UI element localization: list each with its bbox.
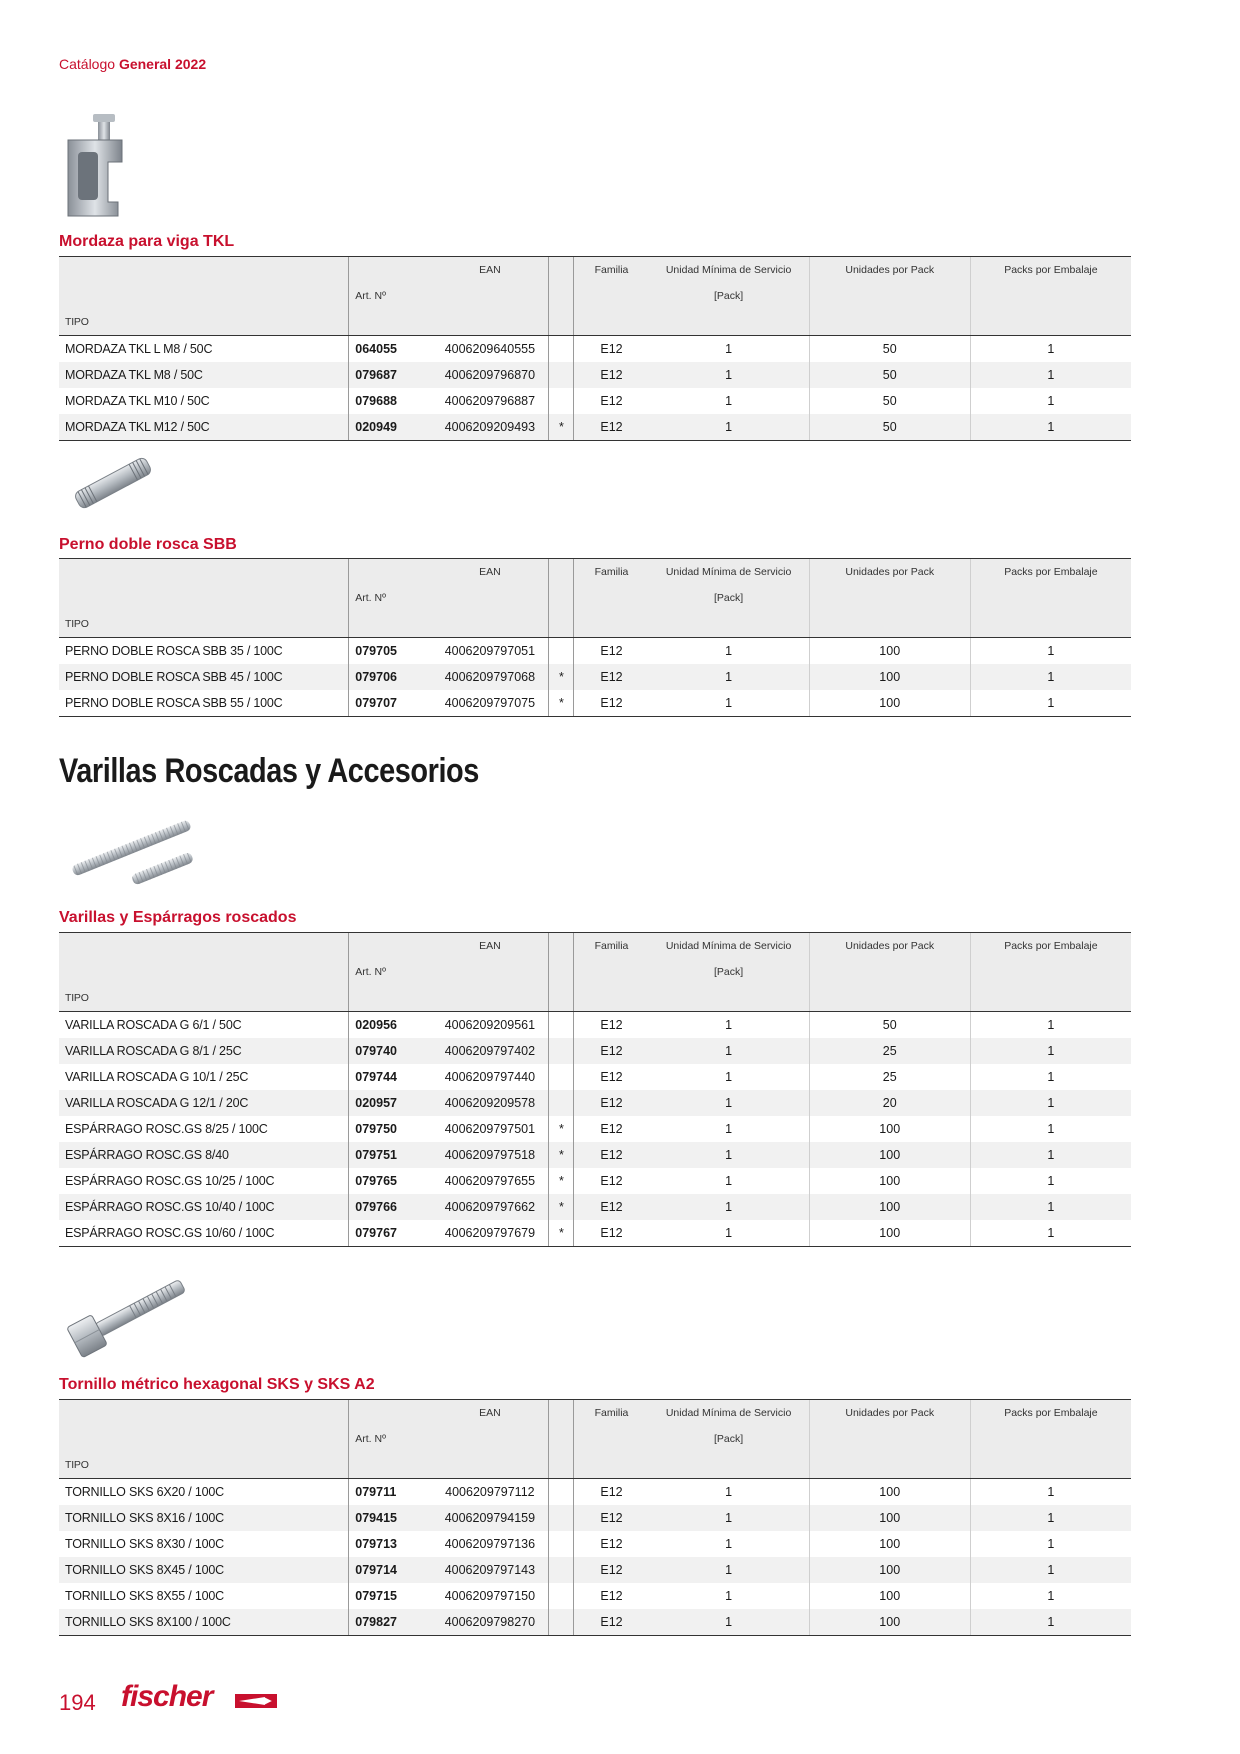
cell-art-no: 079705: [349, 638, 432, 665]
cell-packs-emb: 1: [970, 1116, 1131, 1142]
table-row: [59, 1220, 1131, 1247]
table-row: [59, 690, 1131, 717]
cell-tipo: VARILLA ROSCADA G 12/1 / 20C: [59, 1090, 349, 1116]
cell-unidad-min: 1: [725, 1174, 733, 1188]
table-row: [59, 1194, 1131, 1220]
cell-unidades-pack: 100: [809, 1116, 970, 1142]
cell-unidad-min: 1: [725, 1070, 733, 1084]
cell-packs-emb: 1: [970, 336, 1131, 363]
table-row: [59, 1116, 1131, 1142]
cell-tipo: TORNILLO SKS 6X20 / 100C: [65, 1485, 224, 1499]
cell-art-no: 079715: [349, 1583, 432, 1609]
cell-art-no: 079750: [349, 1116, 432, 1142]
cell-art-no: 079827: [349, 1609, 432, 1636]
cell-note: [549, 1531, 574, 1557]
table-row: [59, 1142, 1131, 1168]
header-pack: [Pack]: [649, 1426, 810, 1452]
table-header-row: [59, 933, 1131, 960]
cell-familia: E12: [574, 1479, 649, 1506]
table-body: [59, 336, 1131, 441]
table-header-row: [59, 309, 1131, 336]
cell-unidades-pack: 100: [809, 1194, 970, 1220]
cell-packs-emb: 1: [970, 1142, 1131, 1168]
cell-tipo: MORDAZA TKL M10 / 50C: [65, 394, 210, 408]
header-unidades-pack: Unidades por Pack: [809, 1400, 970, 1427]
cell-packs-emb: 1: [970, 1505, 1131, 1531]
cell-ean: 4006209797068: [431, 664, 549, 690]
cell-note: *: [549, 1116, 574, 1142]
cell-art-no: 079688: [349, 388, 432, 414]
cell-unidad-min: 1: [649, 1038, 810, 1064]
cell-unidad-min: 1: [725, 1018, 733, 1032]
cell-art-no: 079766: [349, 1194, 432, 1220]
cell-ean: 4006209798270: [431, 1609, 549, 1636]
table-header-row: [59, 1426, 1131, 1452]
table-header-row: [59, 283, 1131, 309]
table-row: [59, 1557, 1131, 1583]
header-unidad-min: Unidad Mínima de Servicio: [649, 559, 810, 586]
cell-unidad-min: 1: [649, 1090, 810, 1116]
cell-unidades-pack: 50: [809, 362, 970, 388]
section-title-varillas: Varillas y Espárragos roscados: [59, 909, 297, 926]
header-art: Art. Nº: [349, 1426, 432, 1452]
table-tornillo: [59, 1399, 1131, 1636]
cell-tipo: TORNILLO SKS 8X30 / 100C: [65, 1537, 224, 1551]
cell-familia: E12: [574, 1012, 649, 1039]
cell-tipo: ESPÁRRAGO ROSC.GS 10/60 / 100C: [59, 1220, 349, 1247]
table-row: [59, 1531, 1131, 1557]
header-art: Art. Nº: [349, 283, 432, 309]
cell-packs-emb: 1: [970, 1194, 1131, 1220]
table-body: [59, 638, 1131, 717]
page-number: 194: [59, 1690, 96, 1715]
header-familia: Familia: [574, 933, 649, 960]
cell-art-no: 079767: [349, 1220, 432, 1247]
cell-packs-emb: 1: [970, 414, 1131, 441]
cell-ean: 4006209209578: [431, 1090, 549, 1116]
table-header-row: [59, 985, 1131, 1012]
header-unidad-min: Unidad Mínima de Servicio: [649, 933, 810, 960]
cell-ean: 4006209797143: [431, 1557, 549, 1583]
cell-art-no: 020949: [349, 414, 432, 441]
table-row: [59, 1168, 1131, 1194]
table-body: [59, 1479, 1131, 1636]
header-tipo: TIPO: [59, 309, 349, 336]
cell-art-no: 079714: [349, 1557, 432, 1583]
cell-art-no: 020956: [349, 1012, 432, 1039]
cell-unidades-pack: 100: [809, 1531, 970, 1557]
cell-tipo: VARILLA ROSCADA G 8/1 / 25C: [59, 1038, 349, 1064]
cell-packs-emb: 1: [970, 1583, 1131, 1609]
cell-ean: 4006209797112: [445, 1485, 535, 1499]
section-title-mordaza: Mordaza para viga TKL: [59, 233, 235, 250]
cell-unidad-min: 1: [649, 1557, 810, 1583]
cell-ean: 4006209797440: [444, 1070, 536, 1084]
cell-packs-emb: 1: [970, 664, 1131, 690]
header-unidades-pack: Unidades por Pack: [809, 559, 970, 586]
header-ean: EAN: [431, 559, 549, 586]
cell-unidades-pack: 100: [809, 1168, 970, 1194]
cell-packs-emb: 1: [970, 1064, 1131, 1090]
cell-familia: E12: [574, 664, 649, 690]
cell-familia: E12: [574, 1168, 649, 1194]
cell-familia: E12: [574, 638, 649, 665]
cell-unidades-pack: 50: [809, 388, 970, 414]
cell-note: [549, 1479, 574, 1506]
cell-art-no: 079707: [349, 690, 432, 717]
cell-note: [549, 1505, 574, 1531]
cell-familia: E12: [574, 1220, 649, 1247]
cell-note: [549, 638, 574, 665]
cell-unidad-min: 1: [725, 1122, 733, 1136]
cell-unidad-min: 1: [725, 1589, 733, 1603]
cell-unidades-pack: 100: [809, 1557, 970, 1583]
table-header-row: [59, 559, 1131, 586]
cell-tipo: PERNO DOBLE ROSCA SBB 45 / 100C: [59, 664, 349, 690]
cell-unidades-pack: 50: [809, 1012, 970, 1039]
cell-unidades-pack: 100: [809, 1609, 970, 1636]
cell-note: *: [549, 1168, 574, 1194]
cell-familia: E12: [574, 1194, 649, 1220]
header-pack: [Pack]: [649, 959, 810, 985]
header-art: Art. Nº: [349, 959, 432, 985]
header-unidades-pack: Unidades por Pack: [809, 933, 970, 960]
header-ean: EAN: [431, 257, 549, 284]
cell-tipo: MORDAZA TKL M12 / 50C: [59, 414, 349, 441]
cell-note: [549, 388, 574, 414]
cell-familia: E12: [574, 1531, 649, 1557]
cell-unidades-pack: 100: [809, 1505, 970, 1531]
header-packs-emb: Packs por Embalaje: [970, 257, 1131, 284]
header-packs-emb: Packs por Embalaje: [970, 559, 1131, 586]
cell-tipo: PERNO DOBLE ROSCA SBB 55 / 100C: [59, 690, 349, 717]
cell-unidad-min: 1: [649, 1142, 810, 1168]
cell-art-no: 079687: [349, 362, 432, 388]
cell-art-no: 020957: [349, 1090, 432, 1116]
cell-familia: E12: [574, 414, 649, 441]
cell-packs-emb: 1: [970, 1557, 1131, 1583]
header-tipo: TIPO: [59, 611, 349, 638]
cell-familia: E12: [574, 388, 649, 414]
table-row: [59, 1038, 1131, 1064]
brand-mark-icon: [235, 1692, 277, 1710]
table-row: [59, 638, 1131, 665]
cell-familia: E12: [574, 1038, 649, 1064]
cell-ean: 4006209796887: [444, 394, 536, 408]
cell-packs-emb: 1: [970, 1531, 1131, 1557]
catalog-header: [59, 56, 206, 72]
table-body: [59, 1012, 1131, 1247]
table-header-row: [59, 1400, 1131, 1427]
cell-packs-emb: 1: [970, 1479, 1131, 1506]
cell-unidad-min: 1: [725, 342, 733, 356]
cell-art-no: 079740: [349, 1038, 432, 1064]
header-tipo: TIPO: [59, 985, 349, 1012]
header-familia: Familia: [574, 257, 649, 284]
cell-packs-emb: 1: [970, 1012, 1131, 1039]
cell-packs-emb: 1: [970, 638, 1131, 665]
cell-unidades-pack: 100: [809, 638, 970, 665]
cell-unidades-pack: 20: [809, 1090, 970, 1116]
cell-note: [549, 1012, 574, 1039]
header-packs-emb: Packs por Embalaje: [970, 933, 1131, 960]
section-title-perno: Perno doble rosca SBB: [59, 536, 237, 553]
table-row: [59, 1505, 1131, 1531]
table-header-row: [59, 585, 1131, 611]
cell-ean: 4006209797075: [431, 690, 549, 717]
cell-unidades-pack: 25: [809, 1064, 970, 1090]
cell-unidad-min: 1: [725, 1537, 733, 1551]
cell-note: *: [549, 1194, 574, 1220]
cell-tipo: TORNILLO SKS 8X45 / 100C: [59, 1557, 349, 1583]
cell-packs-emb: 1: [970, 1220, 1131, 1247]
cell-familia: E12: [574, 336, 649, 363]
cell-familia: E12: [574, 1064, 649, 1090]
header-pack: [Pack]: [649, 283, 810, 309]
cell-packs-emb: 1: [970, 690, 1131, 717]
table-header-row: [59, 611, 1131, 638]
cell-packs-emb: 1: [970, 1090, 1131, 1116]
cell-unidad-min: 1: [725, 1485, 733, 1499]
table-header-row: [59, 257, 1131, 284]
cell-note: [549, 1557, 574, 1583]
table-row: [59, 664, 1131, 690]
cell-ean: 4006209797662: [431, 1194, 549, 1220]
cell-tipo: VARILLA ROSCADA G 6/1 / 50C: [65, 1018, 242, 1032]
cell-note: [549, 1038, 574, 1064]
cell-familia: E12: [574, 1609, 649, 1636]
cell-note: *: [549, 414, 574, 441]
cell-unidades-pack: 100: [809, 690, 970, 717]
header-unidad-min: Unidad Mínima de Servicio: [649, 257, 810, 284]
cell-unidades-pack: 100: [809, 1479, 970, 1506]
cell-note: [549, 1583, 574, 1609]
cell-note: [549, 1090, 574, 1116]
cell-unidad-min: 1: [649, 1609, 810, 1636]
cell-packs-emb: 1: [970, 388, 1131, 414]
table-row: [59, 336, 1131, 363]
cell-ean: 4006209209493: [431, 414, 549, 441]
cell-art-no: 079751: [349, 1142, 432, 1168]
section-title-tornillo: Tornillo métrico hexagonal SKS y SKS A2: [59, 1376, 375, 1393]
cell-packs-emb: 1: [970, 1038, 1131, 1064]
cell-tipo: ESPÁRRAGO ROSC.GS 8/40: [59, 1142, 349, 1168]
table-perno: [59, 558, 1131, 717]
cell-ean: 4006209797051: [444, 644, 536, 658]
cell-ean: 4006209797679: [431, 1220, 549, 1247]
cell-ean: 4006209797402: [431, 1038, 549, 1064]
cell-familia: E12: [574, 1557, 649, 1583]
cell-ean: 4006209797136: [444, 1537, 536, 1551]
cell-familia: E12: [574, 1505, 649, 1531]
cell-unidades-pack: 100: [809, 1142, 970, 1168]
cell-note: *: [549, 1220, 574, 1247]
cell-packs-emb: 1: [970, 362, 1131, 388]
cell-ean: 4006209794159: [431, 1505, 549, 1531]
cell-familia: E12: [574, 1583, 649, 1609]
cell-unidad-min: 1: [649, 1505, 810, 1531]
header-packs-emb: Packs por Embalaje: [970, 1400, 1131, 1427]
cell-unidades-pack: 100: [809, 664, 970, 690]
table-header-row: [59, 959, 1131, 985]
table-row: [59, 1583, 1131, 1609]
cell-tipo: MORDAZA TKL M8 / 50C: [59, 362, 349, 388]
cell-unidades-pack: 100: [809, 1220, 970, 1247]
cell-unidad-min: 1: [725, 394, 733, 408]
header-art: Art. Nº: [349, 585, 432, 611]
cell-tipo: TORNILLO SKS 8X16 / 100C: [59, 1505, 349, 1531]
cell-unidades-pack: 100: [809, 1583, 970, 1609]
cell-note: [549, 362, 574, 388]
cell-familia: E12: [574, 362, 649, 388]
cell-tipo: MORDAZA TKL L M8 / 50C: [65, 342, 213, 356]
cell-familia: E12: [574, 690, 649, 717]
cell-note: *: [549, 1142, 574, 1168]
cell-tipo: ESPÁRRAGO ROSC.GS 10/40 / 100C: [59, 1194, 349, 1220]
header-unidad-min: Unidad Mínima de Servicio: [649, 1400, 810, 1427]
table-mordaza: [59, 256, 1131, 441]
cell-unidades-pack: 50: [809, 414, 970, 441]
table-varillas: [59, 932, 1131, 1247]
cell-ean: 4006209797150: [444, 1589, 536, 1603]
table-row: [59, 414, 1131, 441]
cell-packs-emb: 1: [970, 1168, 1131, 1194]
cell-unidad-min: 1: [649, 690, 810, 717]
cell-tipo: TORNILLO SKS 8X100 / 100C: [59, 1609, 349, 1636]
cell-unidad-min: 1: [649, 362, 810, 388]
cell-familia: E12: [574, 1116, 649, 1142]
cell-art-no: 079744: [349, 1064, 432, 1090]
table-header-row: [59, 1452, 1131, 1479]
cell-note: [549, 1609, 574, 1636]
cell-ean: 4006209797501: [444, 1122, 536, 1136]
cell-art-no: 079711: [349, 1479, 432, 1506]
header-ean: EAN: [431, 1400, 549, 1427]
cell-ean: 4006209797518: [431, 1142, 549, 1168]
cell-packs-emb: 1: [970, 1609, 1131, 1636]
table-row: [59, 1479, 1131, 1506]
cell-note: [549, 336, 574, 363]
header-pack: [Pack]: [649, 585, 810, 611]
cell-unidades-pack: 25: [809, 1038, 970, 1064]
cell-art-no: 079713: [349, 1531, 432, 1557]
table-row: [59, 1609, 1131, 1636]
cell-unidad-min: 1: [649, 414, 810, 441]
cell-tipo: TORNILLO SKS 8X55 / 100C: [65, 1589, 224, 1603]
cell-art-no: 064055: [349, 336, 432, 363]
header-familia: Familia: [574, 559, 649, 586]
cell-ean: 4006209796870: [431, 362, 549, 388]
cell-unidad-min: 1: [649, 1194, 810, 1220]
table-row: [59, 1012, 1131, 1039]
cell-tipo: ESPÁRRAGO ROSC.GS 8/25 / 100C: [65, 1122, 268, 1136]
cell-ean: 4006209640555: [444, 342, 536, 356]
table-row: [59, 388, 1131, 414]
cell-tipo: ESPÁRRAGO ROSC.GS 10/25 / 100C: [65, 1174, 275, 1188]
cell-tipo: VARILLA ROSCADA G 10/1 / 25C: [65, 1070, 249, 1084]
cell-art-no: 079415: [349, 1505, 432, 1531]
cell-note: *: [549, 690, 574, 717]
table-row: [59, 1090, 1131, 1116]
cell-art-no: 079765: [349, 1168, 432, 1194]
beam-clamp-image: [60, 112, 140, 222]
header-familia: Familia: [574, 1400, 649, 1427]
cell-unidad-min: 1: [725, 644, 733, 658]
cell-familia: E12: [574, 1090, 649, 1116]
header-tipo: TIPO: [59, 1452, 349, 1479]
header-ean: EAN: [431, 933, 549, 960]
header-bold: General 2022: [118, 56, 207, 72]
threaded-rods-image: [70, 805, 210, 885]
cell-ean: 4006209209561: [444, 1018, 536, 1032]
cell-note: [549, 1064, 574, 1090]
cell-note: *: [549, 664, 574, 690]
brand-logo: fischer: [121, 1680, 213, 1713]
table-row: [59, 1064, 1131, 1090]
cell-familia: E12: [574, 1142, 649, 1168]
cell-tipo: PERNO DOBLE ROSCA SBB 35 / 100C: [65, 644, 283, 658]
header-unidades-pack: Unidades por Pack: [809, 257, 970, 284]
cell-unidad-min: 1: [649, 1220, 810, 1247]
cell-ean: 4006209797655: [444, 1174, 536, 1188]
page-title: Varillas Roscadas y Accesorios: [59, 752, 479, 790]
cell-unidad-min: 1: [649, 664, 810, 690]
double-thread-bolt-image: [68, 448, 158, 518]
table-row: [59, 362, 1131, 388]
hex-bolt-image: [64, 1265, 194, 1365]
cell-art-no: 079706: [349, 664, 432, 690]
cell-unidades-pack: 50: [809, 336, 970, 363]
header-prefix: Catálogo: [59, 56, 119, 72]
